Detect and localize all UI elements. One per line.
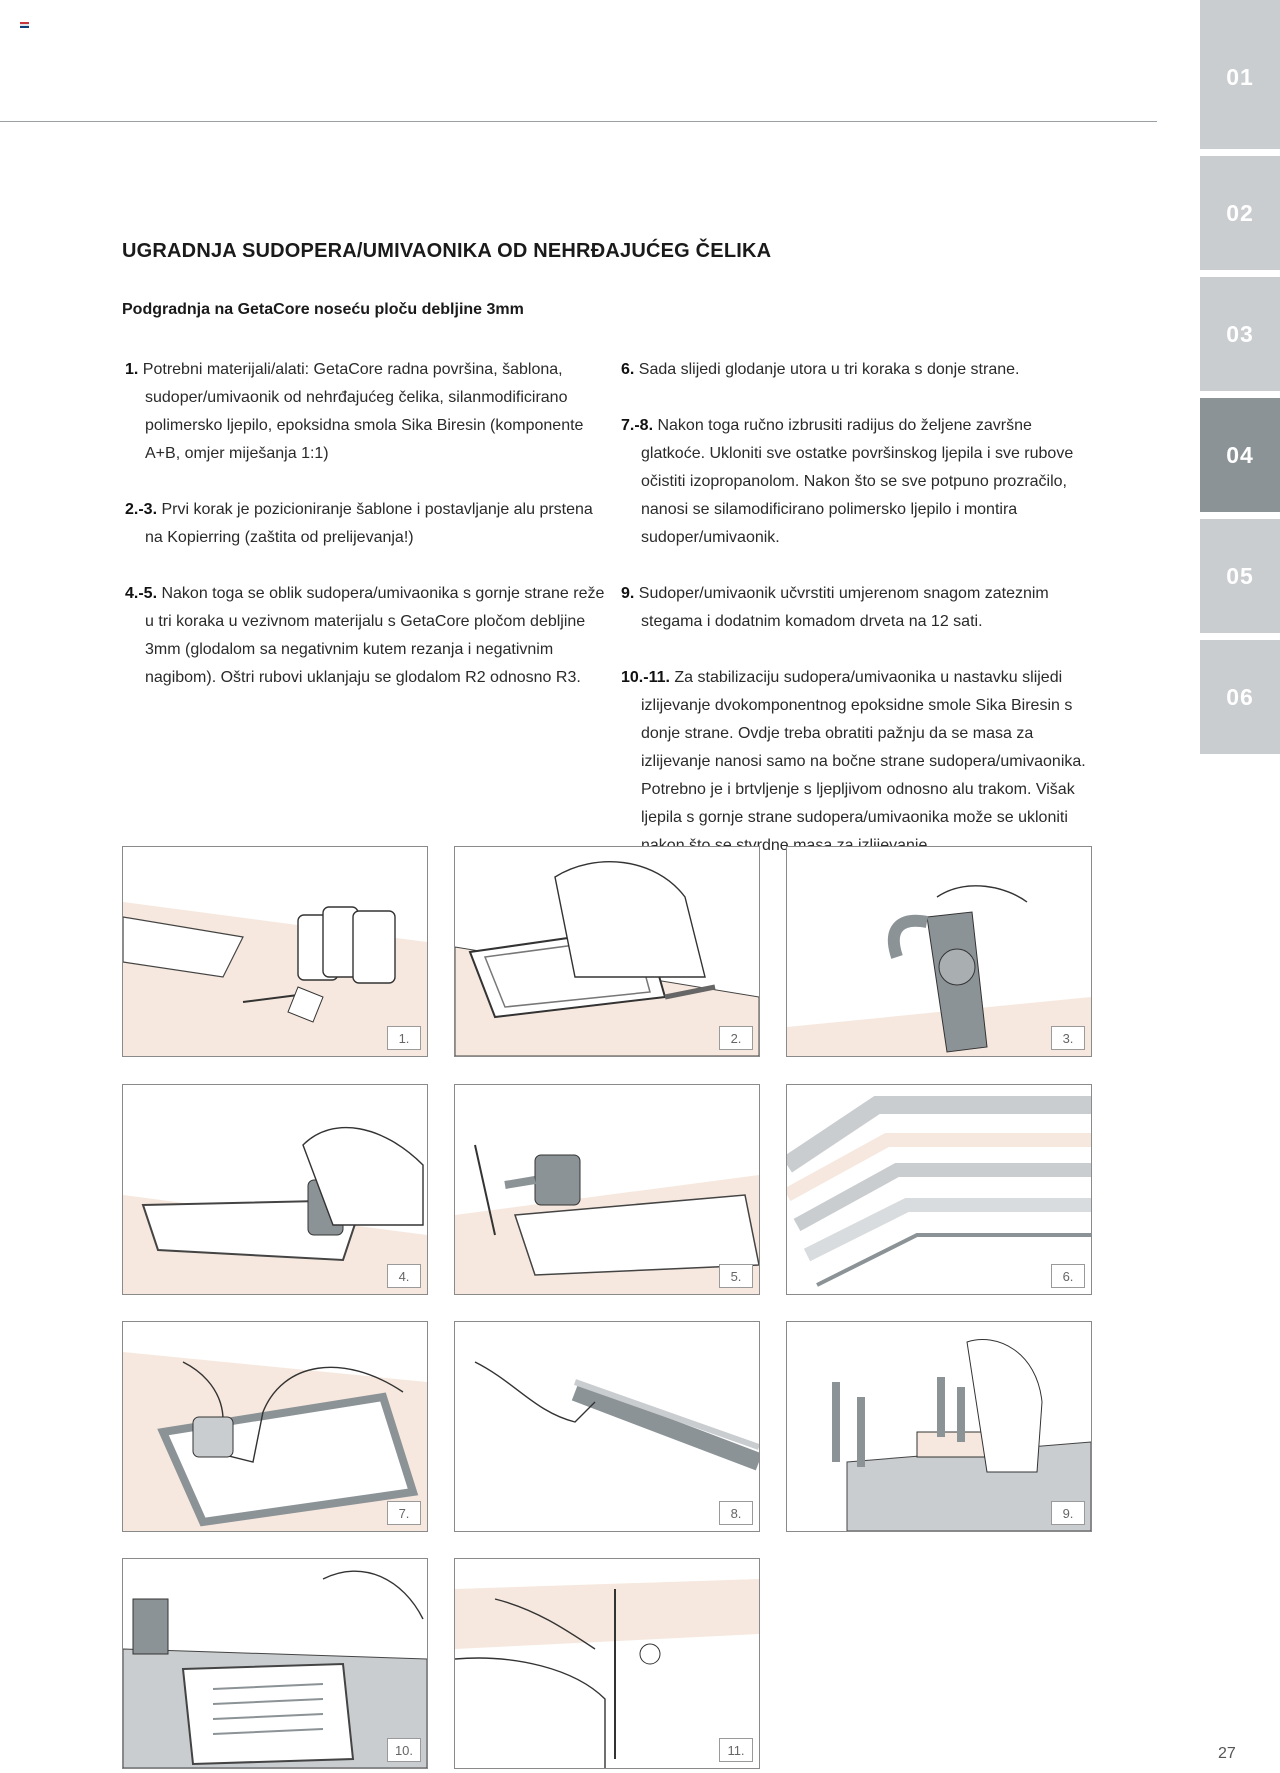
figure-number: 2. [719, 1026, 753, 1050]
figure-10 [122, 1558, 428, 1769]
step-6 [621, 356, 1091, 384]
language-flag-icon[interactable] [20, 22, 29, 28]
cutting-illustration [123, 1085, 427, 1294]
epoxy-pouring-illustration [123, 1559, 427, 1768]
figure-2 [454, 846, 760, 1057]
step-text: Nakon toga ručno izbrusiti radijus do željene završne glatkoće. Ukloniti sve ostatke površinskog ljepila i sve rubove očistiti izopropanolom. Nakon što se sve potpuno prozračilo, nanosi se silamodificirano polimersko ljepilo i montira sudoper/umivaonik. [641, 417, 1074, 546]
step-text: Nakon toga se oblik sudopera/umivaonika s gornje strane reže u tri koraka u vezivnom materijalu s GetaCore pločom debljine 3mm (glodalom sa negativnim kutem rezanja i negativnim nagibom). Oštri rubovi uklanjaju se glodalom R2 odnosno R3. [145, 585, 605, 686]
step-number: 9. [621, 585, 635, 602]
figure-3 [786, 846, 1092, 1057]
step-number: 2.-3. [125, 501, 158, 518]
step-number: 6. [621, 361, 635, 378]
step-number: 7.-8. [621, 417, 654, 434]
step-10-11 [621, 664, 1091, 860]
figure-1 [122, 846, 428, 1057]
instructions-left-column [125, 356, 605, 720]
figure-number: 1. [387, 1026, 421, 1050]
step-number: 4.-5. [125, 585, 158, 602]
figure-9 [786, 1321, 1092, 1532]
page-number: 27 [1218, 1745, 1236, 1762]
step-number: 1. [125, 361, 139, 378]
step-1 [125, 356, 605, 468]
clamping-illustration [787, 1322, 1091, 1531]
figure-7 [122, 1321, 428, 1532]
figure-number: 4. [387, 1264, 421, 1288]
step-text: Potrebni materijali/alati: GetaCore radna površina, šablona, sudoper/umivaonik od nehrđajućeg čelika, silanmodificirano polimersko ljepilo, epoksidna smola Sika Biresin (komponente A+B, omjer miješanja 1:1) [142, 361, 584, 462]
page-title: UGRADNJA SUDOPERA/UMIVAONIKA OD NEHRĐAJUĆEG ČELIKA [122, 240, 772, 262]
tab-chapter-03[interactable]: 03 [1200, 277, 1280, 391]
figure-number: 6. [1051, 1264, 1085, 1288]
step-text: Prvi korak je pozicioniranje šablone i postavljanje alu prstena na Kopierring (zaštita od prelijevanja!) [145, 501, 593, 546]
figure-5 [454, 1084, 760, 1295]
router-illustration [787, 847, 1091, 1056]
figure-number: 8. [719, 1501, 753, 1525]
instructions-right-column [621, 356, 1091, 888]
figure-number: 10. [387, 1738, 421, 1762]
milling-illustration [455, 1085, 759, 1294]
figure-number: 11. [719, 1738, 753, 1762]
figure-6 [786, 1084, 1092, 1295]
tab-chapter-04[interactable]: 04 [1200, 398, 1280, 512]
chapter-tabs [1200, 0, 1280, 761]
step-4-5 [125, 580, 605, 692]
groove-illustration [787, 1085, 1091, 1294]
step-text: Sada slijedi glodanje utora u tri koraka s donje strane. [638, 361, 1020, 378]
figure-8 [454, 1321, 760, 1532]
sanding-illustration [123, 1322, 427, 1531]
step-9 [621, 580, 1091, 636]
tab-chapter-06[interactable]: 06 [1200, 640, 1280, 754]
figure-number: 3. [1051, 1026, 1085, 1050]
step-number: 10.-11. [621, 669, 670, 686]
tab-chapter-05[interactable]: 05 [1200, 519, 1280, 633]
step-2-3 [125, 496, 605, 552]
figure-number: 5. [719, 1264, 753, 1288]
glue-illustration [455, 1322, 759, 1531]
materials-illustration [123, 847, 427, 1056]
step-7-8 [621, 412, 1091, 552]
tab-chapter-01[interactable]: 01 [1200, 0, 1280, 149]
section-subtitle: Podgradnja na GetaCore noseću ploču debljine 3mm [122, 301, 524, 318]
figure-number: 7. [387, 1501, 421, 1525]
step-text: Sudoper/umivaonik učvrstiti umjerenom snagom zateznim stegama i dodatnim komadom drveta na 12 sati. [638, 585, 1049, 630]
step-text: Za stabilizaciju sudopera/umivaonika u nastavku slijedi izlijevanje dvokomponentnog epoksidne smole Sika Biresin s donje strane. Ovdje treba obratiti pažnju da se masa za izlijevanje nanosi samo na bočne strane sudopera/umivaonika. Potrebno je i brtvljenje s ljepljivom odnosno alu trakom. Višak ljepila s gornje strane sudopera/umivaonika može se ukloniti stvrdne [641, 669, 1086, 854]
header-divider [0, 121, 1157, 122]
figure-4 [122, 1084, 428, 1295]
figure-11 [454, 1558, 760, 1769]
figure-number: 9. [1051, 1501, 1085, 1525]
tab-chapter-02[interactable]: 02 [1200, 156, 1280, 270]
template-illustration [455, 847, 759, 1056]
tape-sealing-illustration [455, 1559, 759, 1768]
